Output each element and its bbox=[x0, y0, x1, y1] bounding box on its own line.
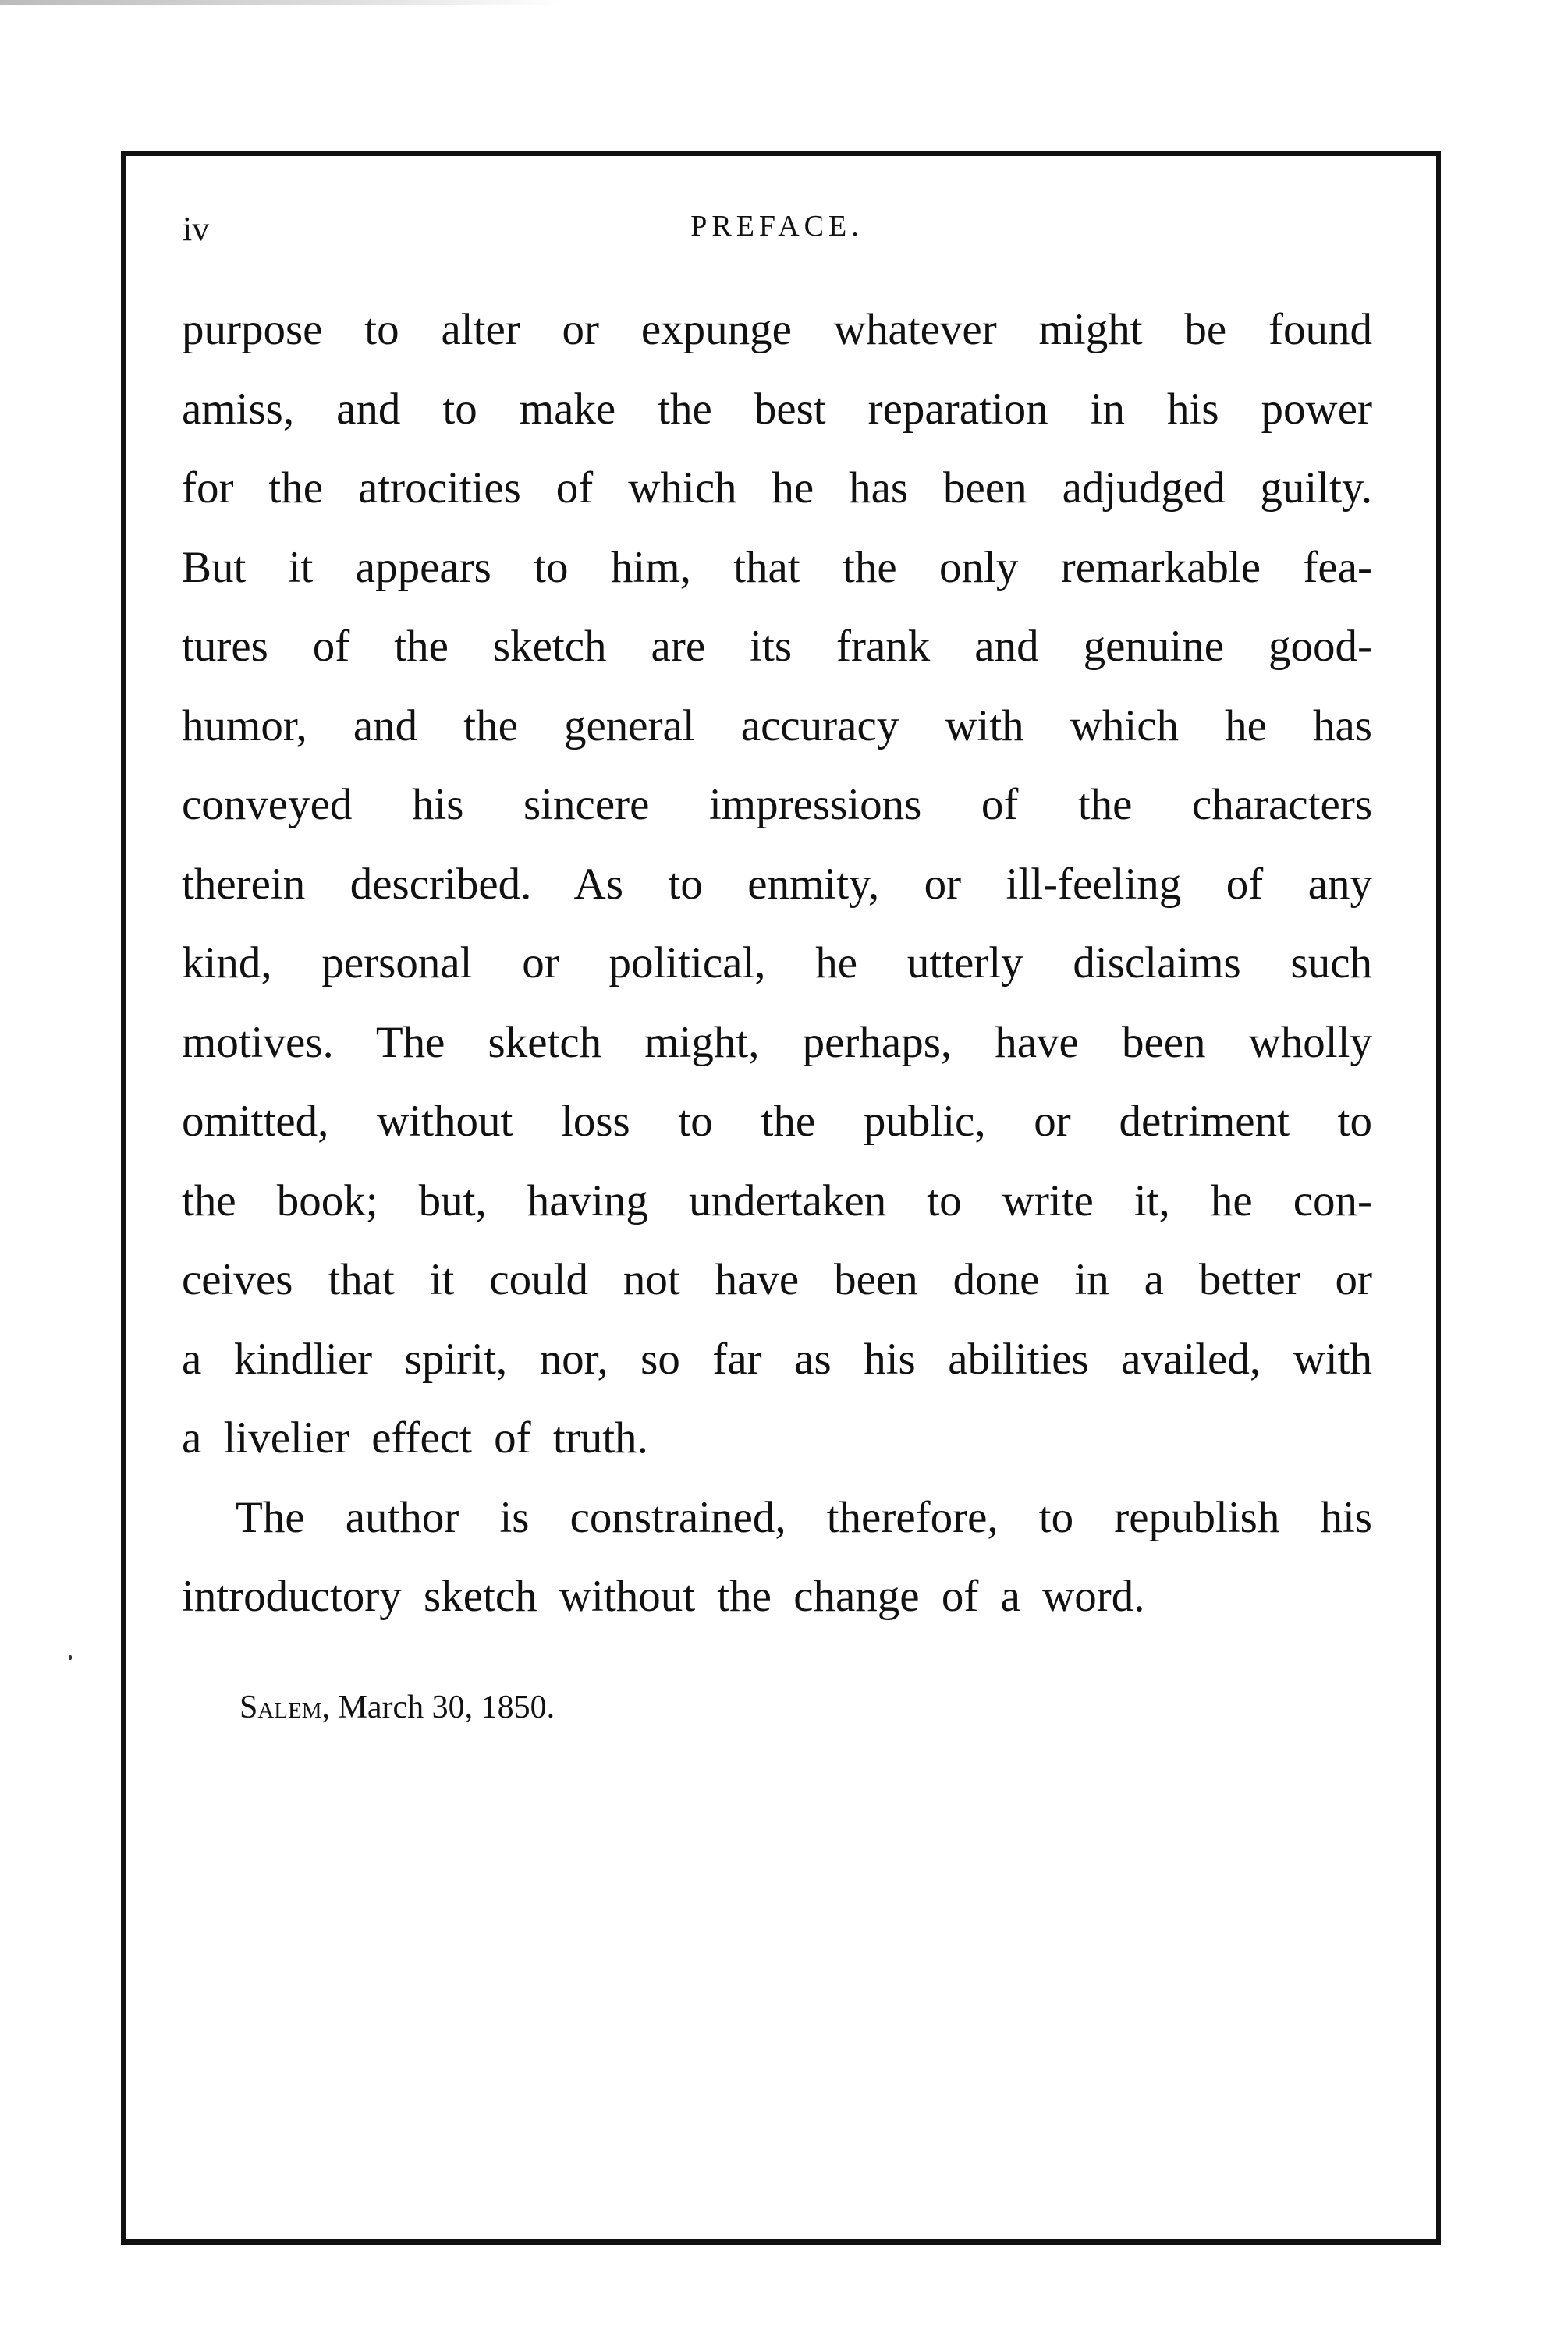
text-line: The author is constrained, therefore, to republish his bbox=[236, 1492, 1372, 1542]
paragraph-2 bbox=[182, 1487, 1372, 1645]
signature-dateline bbox=[239, 1689, 555, 1726]
signature-date: , March 30, 1850. bbox=[321, 1690, 555, 1725]
text-line: motives. The sketch might, perhaps, have been wholly bbox=[182, 1017, 1372, 1067]
text-line: for the atrocities of which he has been adjudged guilty. bbox=[182, 463, 1372, 512]
text-line: tures of the sketch are its frank and genuine good- bbox=[182, 622, 1372, 671]
text-line: ceives that it could not have been done in a better or bbox=[182, 1255, 1372, 1304]
body-text bbox=[182, 299, 1372, 1645]
text-line: conveyed his sincere impressions of the characters bbox=[182, 780, 1372, 829]
text-line: purpose to alter or expunge whatever might be found bbox=[182, 305, 1372, 354]
text-line: But it appears to him, that the only remarkable fea- bbox=[182, 542, 1372, 592]
text-line: amiss, and to make the best reparation in his power bbox=[182, 384, 1372, 434]
scan-smudge bbox=[0, 0, 562, 5]
text-line: humor, and the general accuracy with which he has bbox=[182, 700, 1372, 750]
text-line: a livelier effect of truth. bbox=[182, 1413, 648, 1463]
running-title: PREFACE. bbox=[690, 210, 864, 243]
text-line: therein described. As to enmity, or ill-feeling of any bbox=[182, 859, 1372, 909]
text-line: kind, personal or political, he utterly disclaims such bbox=[182, 938, 1372, 988]
scan-speck bbox=[69, 1655, 72, 1660]
text-line: the book; but, having undertaken to write it, he con- bbox=[182, 1176, 1372, 1225]
paragraph-1 bbox=[182, 299, 1372, 1487]
text-line: introductory sketch without the change of a word. bbox=[182, 1572, 1145, 1621]
page-number: iv bbox=[183, 210, 210, 248]
running-header bbox=[0, 209, 1568, 243]
signature-place: Salem bbox=[239, 1690, 322, 1725]
text-line: a kindlier spirit, nor, so far as his abilities availed, with bbox=[182, 1334, 1372, 1384]
text-line: omitted, without loss to the public, or detriment to bbox=[182, 1097, 1372, 1146]
